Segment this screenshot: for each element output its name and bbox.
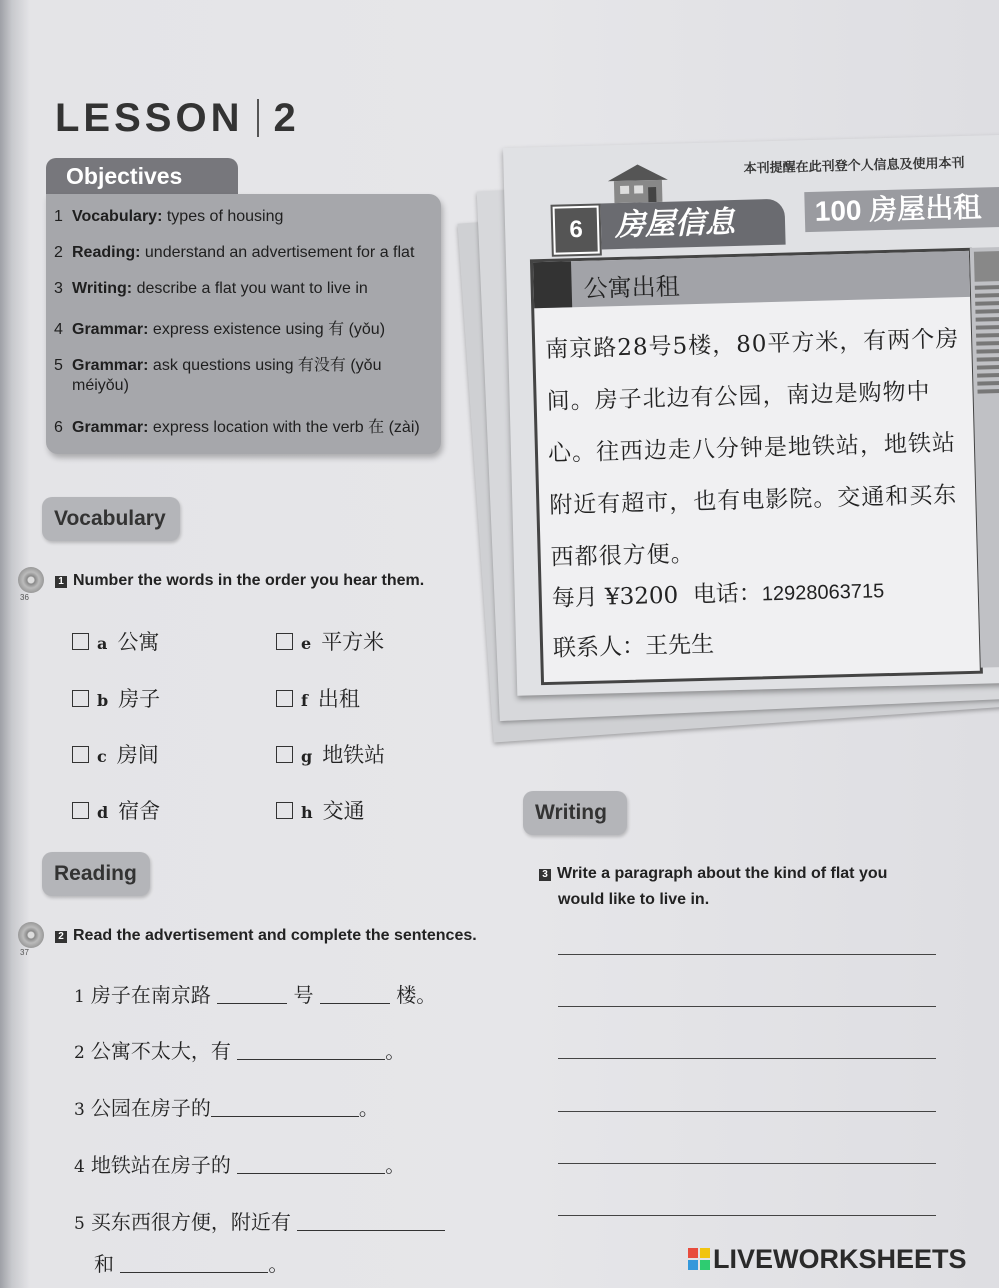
checkbox[interactable] [276,633,293,650]
ad-price-line: 每月 ¥3200 电话：12928063715 [551,580,885,612]
ad-contact-line: 联系人：王先生 [552,631,715,662]
reading-instruction: 2 Read the advertisement and complete the sentences. [55,927,477,945]
reading-title: Reading [42,852,150,896]
section-banner: 房屋信息 [600,199,785,250]
sentence-5-cont: 和 。 [94,1252,289,1276]
lesson-word: LESSON [55,96,244,140]
rental-banner: 100 房屋出租 [804,187,999,232]
answer-blank[interactable] [217,985,287,1004]
lesson-number: 2 [273,96,300,140]
page-number-badge: 6 [553,206,600,255]
objective-item-cont: méiyǒu) [72,377,129,394]
audio-cd-icon[interactable]: 36 [18,567,44,593]
answer-blank[interactable] [211,1098,359,1117]
objectives-title: Objectives [46,158,238,194]
writing-instruction-cont: would like to live in. [558,891,710,908]
answer-blank[interactable] [237,1155,385,1174]
house-icon [603,162,672,204]
sentence-4: 4 地铁站在房子的 。 [74,1153,406,1177]
vocab-word: c 房间 [72,739,159,769]
sentence-2: 2 公寓不太大，有 。 [74,1039,406,1063]
objective-item: 6 Grammar: express location with the verb 在 (zài) [54,419,420,436]
audio-cd-icon[interactable]: 37 [18,922,44,948]
newspaper-remind-text: 本刊提醒在此刊登个人信息及使用本刊 [743,154,965,176]
vocab-word: a 公寓 [72,626,159,656]
checkbox[interactable] [72,633,89,650]
objective-item: 5 Grammar: ask questions using 有没有 (yǒu [54,357,382,374]
checkbox[interactable] [72,746,89,763]
objective-item: 1 Vocabulary: types of housing [54,208,284,225]
vocab-word: h 交通 [276,795,365,825]
writing-line[interactable] [558,1111,936,1112]
lesson-divider [257,99,259,137]
sentence-1: 1 房子在南京路 号 楼。 [74,983,437,1007]
writing-line[interactable] [558,1058,936,1059]
lesson-heading [55,96,300,141]
vocab-word: b 房子 [72,683,160,713]
ad-card [530,248,983,685]
checkbox[interactable] [72,802,89,819]
checkbox[interactable] [276,746,293,763]
objective-item: 4 Grammar: express existence using 有 (yǒu) [54,321,386,338]
objectives-box [46,194,441,454]
objective-item: 3 Writing: describe a flat you want to live in [54,280,368,297]
vocab-word: e 平方米 [276,626,384,656]
answer-blank[interactable] [297,1212,445,1231]
vocab-word: d 宿舍 [72,795,160,825]
writing-line[interactable] [558,1215,936,1216]
vocabulary-title: Vocabulary [42,497,180,541]
writing-line[interactable] [558,1006,936,1007]
sentence-3: 3 公园在房子的 。 [74,1096,379,1120]
liveworksheets-logo: LIVEWORKSHEETS [688,1244,967,1275]
ad-card-title: 公寓出租 [533,251,970,308]
checkbox[interactable] [276,690,293,707]
vocab-word: f 出租 [276,683,360,713]
checkbox[interactable] [276,802,293,819]
writing-line[interactable] [558,1163,936,1164]
checkbox[interactable] [72,690,89,707]
writing-instruction: 3 Write a paragraph about the kind of flat you [539,865,887,883]
vocabulary-instruction: 1 Number the words in the order you hear them. [55,572,424,590]
vocab-word: g 地铁站 [276,739,385,769]
answer-blank[interactable] [237,1041,385,1060]
writing-line[interactable] [558,954,936,955]
answer-blank[interactable] [120,1254,268,1273]
objective-item: 2 Reading: understand an advertisement for a flat [54,244,415,261]
answer-blank[interactable] [320,985,390,1004]
newspaper-advertisement [503,135,999,696]
ad-body-text: 南京路28号5楼，80平方米，有两个房间。房子北边有公园，南边是购物中心。往西边走八分钟是地铁站，地铁站附近有超市，也有电影院。交通和买东西都很方便。 [544,326,960,571]
liveworksheets-icon [688,1248,710,1270]
sentence-5: 5 买东西很方便，附近有 [74,1206,445,1235]
writing-title: Writing [523,791,627,835]
